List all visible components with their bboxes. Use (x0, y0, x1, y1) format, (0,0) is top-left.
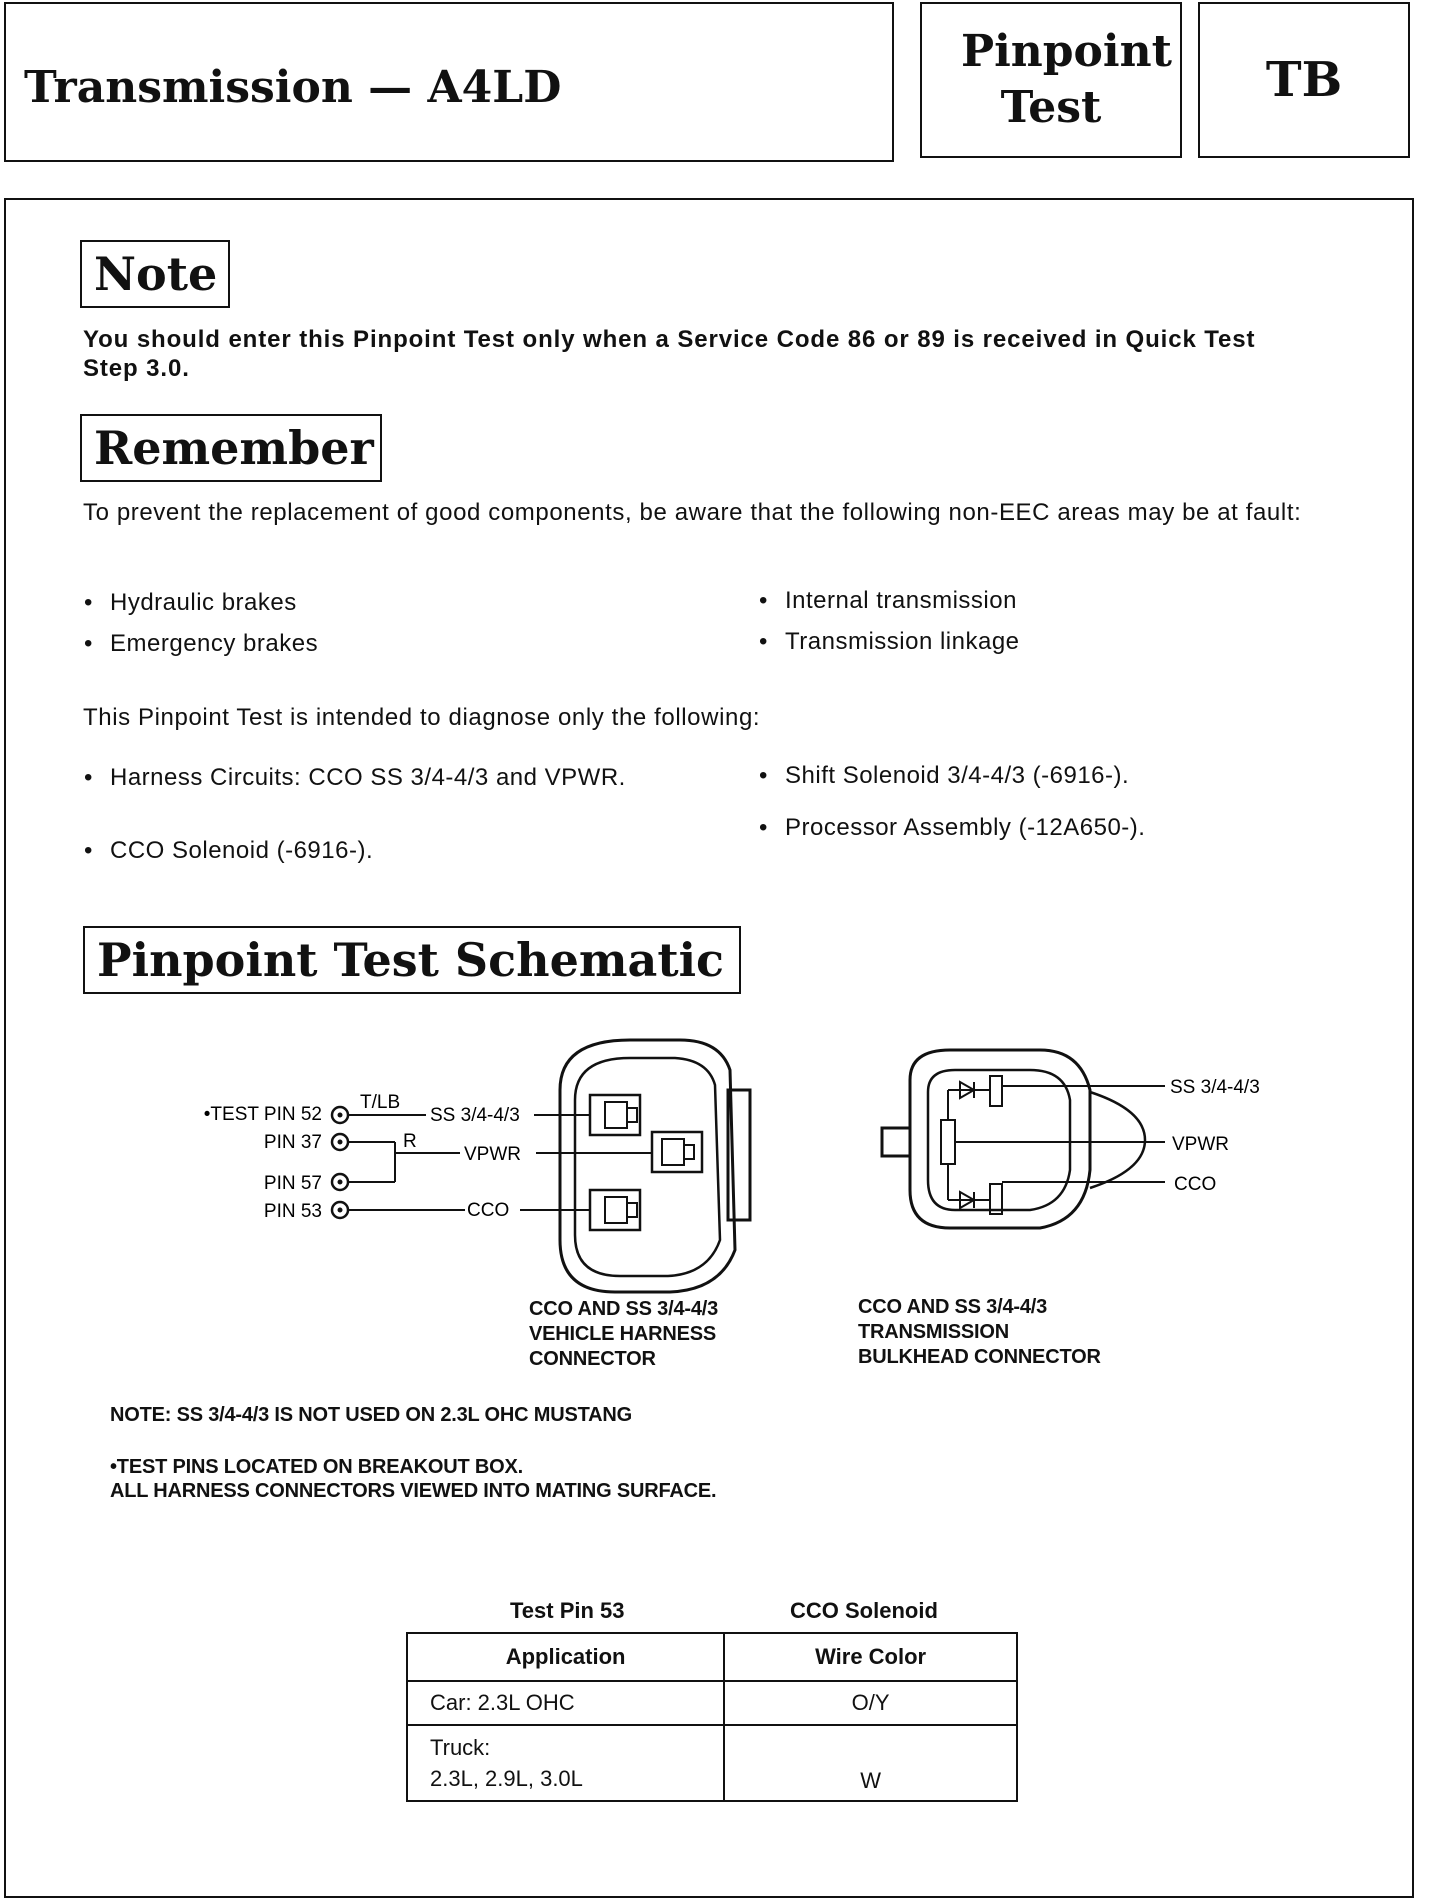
remember-intro: To prevent the replacement of good components, be aware that the following non-EEC areas may be at fault: (83, 499, 1302, 526)
vehicle-harness-connector (560, 1040, 750, 1292)
list-item: • Harness Circuits: CCO SS 3/4-4/3 and VPWR. (110, 763, 650, 792)
table-caption-solenoid: CCO Solenoid (790, 1598, 938, 1623)
pin-53-terminal (332, 1202, 348, 1218)
schematic-note-test-pins: •TEST PINS LOCATED ON BREAKOUT BOX. (110, 1456, 523, 1478)
list-item: • Transmission linkage (785, 627, 1020, 656)
wire-color-table (406, 1632, 1018, 1802)
list-item: • Internal transmission (785, 586, 1017, 615)
pin-37-terminal (332, 1134, 348, 1150)
note-text: You should enter this Pinpoint Test only when a Service Code 86 or 89 is received in Quick Test Step 3.0. (83, 326, 1256, 382)
column-header-wire-color: Wire Color (724, 1633, 1017, 1681)
table-caption-test-pin: Test Pin 53 (510, 1598, 625, 1623)
bulkhead-caption: CCO AND SS 3/4-4/3 TRANSMISSION BULKHEAD CONNECTOR (858, 1296, 1101, 1368)
application-cell: Truck: 2.3L, 2.9L, 3.0L (407, 1725, 724, 1801)
schematic-heading: Pinpoint Test Schematic (83, 926, 741, 994)
harness-signal-ss: SS 3/4-4/3 (430, 1105, 520, 1126)
harness-signal-cco: CCO (467, 1200, 510, 1221)
bulkhead-signal-vpwr: VPWR (1172, 1134, 1229, 1155)
wire-color-tlb: T/LB (360, 1092, 401, 1113)
schematic-note-mustang: NOTE: SS 3/4-4/3 IS NOT USED ON 2.3L OHC MUSTANG (110, 1404, 632, 1426)
pin-53-label: PIN 53 (263, 1201, 322, 1222)
wire-color-r: R (403, 1131, 417, 1152)
pin-52-terminal (332, 1107, 348, 1123)
list-item: • CCO Solenoid (-6916-). (110, 836, 373, 865)
pin-57-terminal (332, 1174, 348, 1190)
note-heading: Note (80, 240, 230, 308)
header-section-box (920, 2, 1182, 158)
header-code-box (1198, 2, 1410, 158)
pin-57-label: PIN 57 (263, 1173, 322, 1194)
diagnose-intro: This Pinpoint Test is intended to diagnose only the following: (83, 704, 761, 731)
list-item: • Hydraulic brakes (110, 588, 297, 617)
table-row (407, 1725, 1017, 1801)
transmission-bulkhead-connector (882, 1050, 1165, 1228)
wire-color-cell: W (724, 1725, 1017, 1801)
column-header-application: Application (407, 1633, 724, 1681)
bulkhead-signal-cco: CCO (1174, 1174, 1217, 1195)
harness-signal-vpwr: VPWR (464, 1144, 521, 1165)
application-cell: Car: 2.3L OHC (407, 1681, 724, 1725)
section-label: Pinpoint Test (961, 26, 1172, 133)
bulkhead-signal-ss: SS 3/4-4/3 (1170, 1077, 1260, 1098)
list-item: • Processor Assembly (-12A650-). (785, 813, 1145, 842)
list-item: • Shift Solenoid 3/4-4/3 (-6916-). (785, 761, 1129, 790)
pin-52-label: •TEST PIN 52 (203, 1104, 322, 1125)
harness-caption: CCO AND SS 3/4-4/3 VEHICLE HARNESS CONNECTOR (529, 1298, 719, 1370)
pin-37-label: PIN 37 (263, 1132, 322, 1153)
list-item: • Emergency brakes (110, 629, 318, 658)
wire-color-cell: O/Y (724, 1681, 1017, 1725)
remember-heading: Remember (80, 414, 382, 482)
section-code: TB (1265, 52, 1343, 108)
table-header-row (407, 1633, 1017, 1681)
table-row (407, 1681, 1017, 1725)
header-title-box (4, 2, 894, 162)
page-title: Transmission — A4LD (24, 62, 562, 113)
schematic-note-view: ALL HARNESS CONNECTORS VIEWED INTO MATING SURFACE. (110, 1480, 717, 1502)
